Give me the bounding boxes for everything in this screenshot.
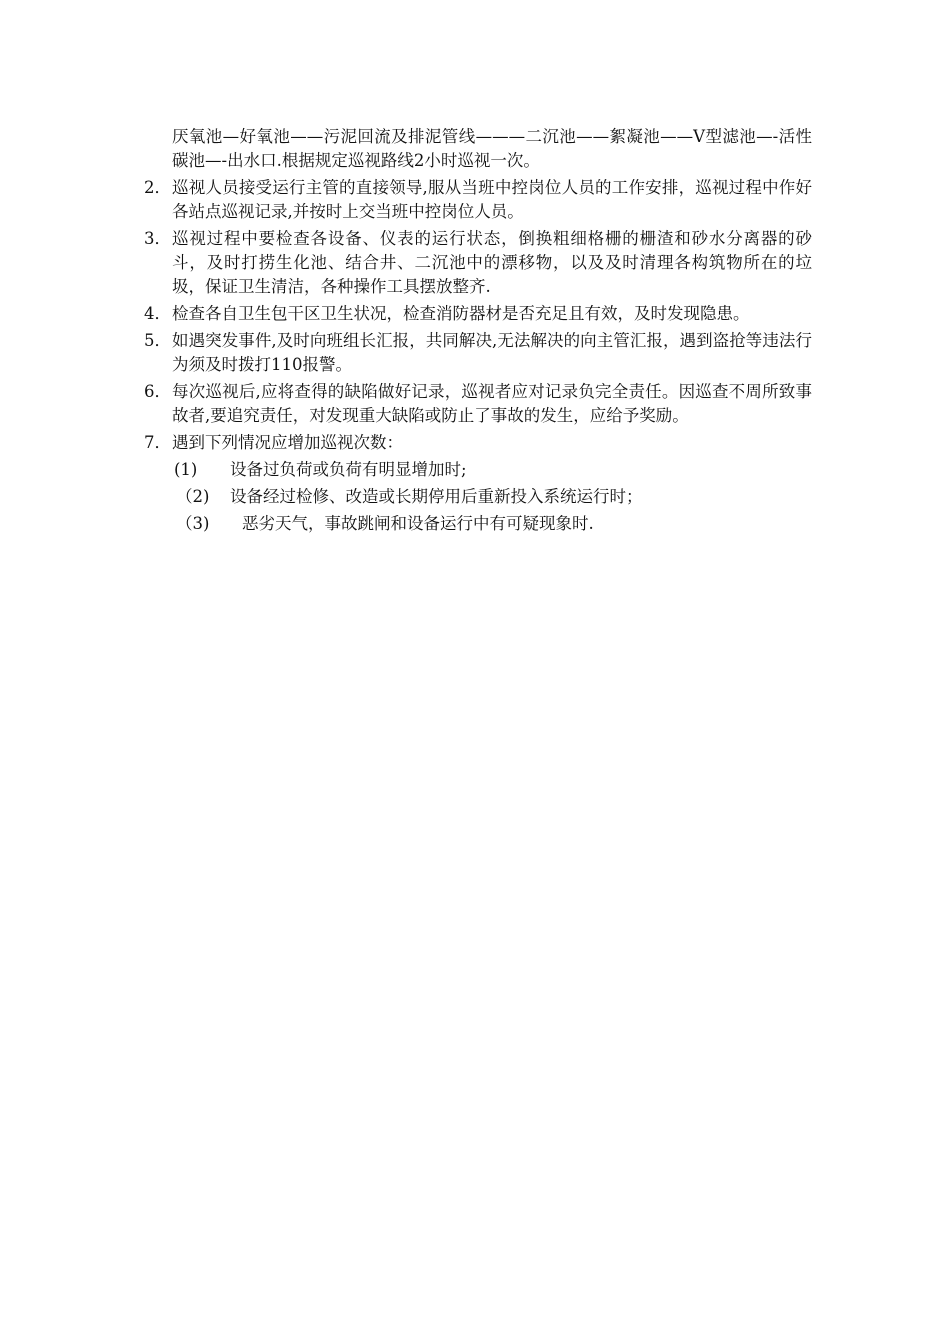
- list-item-text: 遇到下列情况应增加巡视次数：: [172, 433, 403, 452]
- list-item-text: 巡视人员接受运行主管的直接领导,服从当班中控岗位人员的工作安排，巡视过程中作好各站点巡视记录,并按时上交当班中控岗位人员。: [172, 178, 812, 221]
- list-item-number: 5．: [144, 331, 171, 350]
- list-item-4: [140, 302, 812, 326]
- sub-item-2: [140, 485, 812, 509]
- sub-item-3: [140, 512, 812, 536]
- list-item-5: [140, 329, 812, 377]
- list-item-number: 6．: [144, 382, 171, 401]
- list-item-3: [140, 227, 812, 299]
- list-item-6: [140, 380, 812, 428]
- list-item-7: [140, 431, 812, 455]
- list-item-text: 巡视过程中要检查各设备、仪表的运行状态，倒换粗细格栅的栅渣和砂水分离器的砂斗，及时打捞生化池、结合井、二沉池中的漂移物，以及及时清理各构筑物所在的垃圾，保证卫生清洁，各种操作工具摆放整齐.: [172, 229, 812, 296]
- sub-item-text: 恶劣天气，事故跳闸和设备运行中有可疑现象时.: [242, 514, 594, 533]
- list-item-text: 如遇突发事件,及时向班组长汇报，共同解决,无法解决的向主管汇报，遇到盗抢等违法行为须及时拨打110报警。: [172, 331, 812, 374]
- list-item-2: [140, 176, 812, 224]
- sub-item-text: 设备过负荷或负荷有明显增加时;: [230, 460, 467, 479]
- list-item-number: 3．: [144, 229, 171, 248]
- paragraph-text: 厌氧池—好氧池——污泥回流及排泥管线———二沉池——絮凝池——V型滤池—-活性碳池—-出水口.根据规定巡视路线2小时巡视一次。: [172, 127, 812, 170]
- list-item-text: 检查各自卫生包干区卫生状况，检查消防器材是否充足且有效，及时发现隐患。: [172, 304, 750, 323]
- sub-item-label: （3): [176, 514, 210, 533]
- document-body: [140, 125, 812, 539]
- list-item-text: 每次巡视后,应将查得的缺陷做好记录，巡视者应对记录负完全责任。因巡查不周所致事故者,要追究责任，对发现重大缺陷或防止了事故的发生，应给予奖励。: [172, 382, 812, 425]
- list-item-number: 2．: [144, 178, 171, 197]
- sub-item-1: [140, 458, 812, 482]
- intro-continuation-paragraph: [140, 125, 812, 173]
- list-item-number: 4．: [144, 304, 171, 323]
- sub-item-label: (1): [174, 460, 198, 479]
- sub-item-label: （2): [176, 487, 210, 506]
- list-item-number: 7．: [144, 433, 171, 452]
- sub-item-text: 设备经过检修、改造或长期停用后重新投入系统运行时；: [230, 487, 643, 506]
